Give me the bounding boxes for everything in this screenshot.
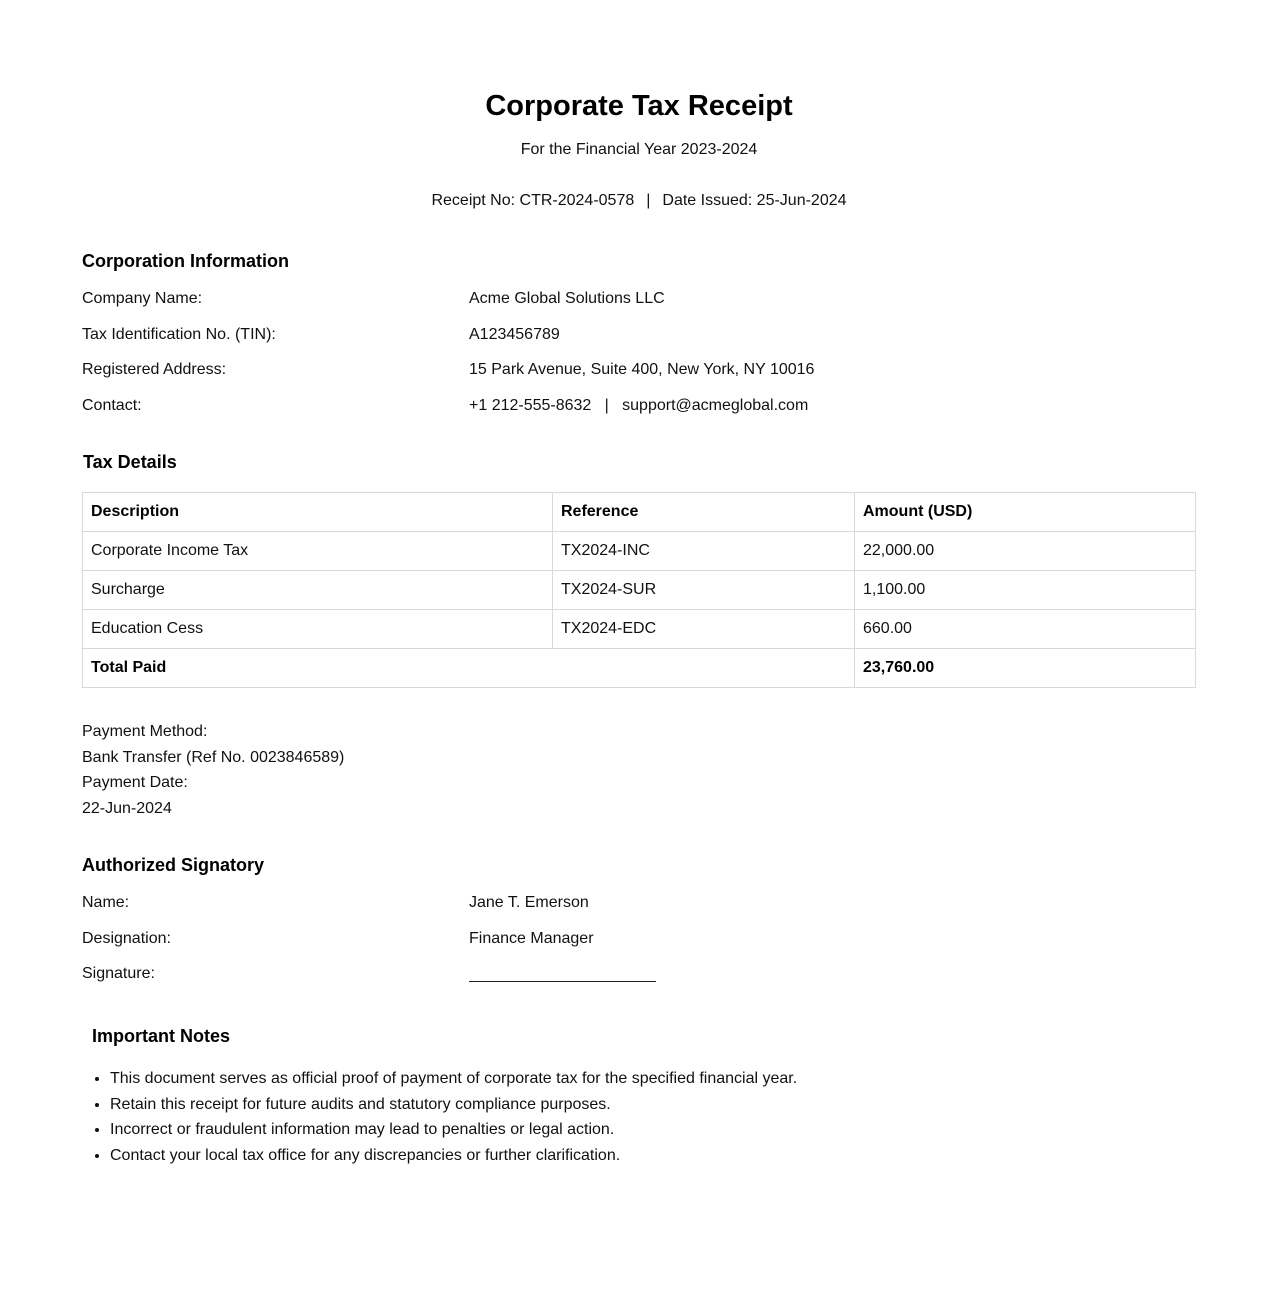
list-item: • Contact your local tax office for any discrepancies or further clarification. (110, 1143, 797, 1169)
list-item: • Retain this receipt for future audits and statutory compliance purposes. (110, 1092, 797, 1118)
tin-label: Tax Identification No. (TIN): (82, 326, 276, 343)
table-row (83, 532, 1196, 571)
table-row (83, 610, 1196, 649)
signature-label: Signature: (82, 965, 155, 982)
signatory-heading: Authorized Signatory (82, 855, 265, 875)
tin-row (82, 325, 1196, 345)
row-amount: 22,000.00 (855, 532, 1196, 571)
row-description: Corporate Income Tax (83, 532, 553, 571)
signatory-name-value: Jane T. Emerson (469, 894, 589, 911)
document-title: Corporate Tax Receipt (485, 90, 793, 122)
address-label: Registered Address: (82, 361, 227, 378)
row-description: Education Cess (83, 610, 553, 649)
tax-details-heading: Tax Details (83, 452, 177, 472)
contact-value: +1 212-555-8632 | support@acmeglobal.com (469, 397, 809, 414)
notes-list (92, 1066, 797, 1169)
total-value: 23,760.00 (855, 649, 1196, 688)
column-header-amount: Amount (USD) (855, 493, 1196, 532)
tin-value: A123456789 (469, 326, 560, 343)
row-reference: TX2024-INC (553, 532, 855, 571)
list-item: • This document serves as official proof of payment of corporate tax for the specified financial year. (110, 1066, 797, 1092)
row-amount: 1,100.00 (855, 571, 1196, 610)
address-row (82, 360, 1196, 380)
row-amount: 660.00 (855, 610, 1196, 649)
address-value: 15 Park Avenue, Suite 400, New York, NY 10016 (469, 361, 815, 378)
company-name-label: Company Name: (82, 290, 203, 307)
payment-date-label: Payment Date: (82, 774, 188, 791)
column-header-reference: Reference (553, 493, 855, 532)
row-reference: TX2024-SUR (553, 571, 855, 610)
meta-separator: | (646, 192, 651, 209)
table-row (83, 571, 1196, 610)
signatory-name-label: Name: (82, 894, 130, 911)
list-item: • Incorrect or fraudulent information may lead to penalties or legal action. (110, 1117, 797, 1143)
company-name-row (82, 289, 1196, 309)
payment-method-value: Bank Transfer (Ref No. 0023846589) (82, 749, 345, 766)
row-description: Surcharge (83, 571, 553, 610)
column-header-description: Description (83, 493, 553, 532)
tax-details-table (82, 492, 1196, 688)
designation-row (82, 929, 1196, 949)
date-issued: Date Issued: 25-Jun-2024 (662, 192, 847, 209)
total-row (83, 649, 1196, 688)
contact-row (82, 396, 1196, 416)
receipt-meta-line (82, 191, 1196, 211)
row-reference: TX2024-EDC (553, 610, 855, 649)
company-name-value: Acme Global Solutions LLC (469, 290, 665, 307)
notes-heading: Important Notes (92, 1026, 231, 1046)
table-header-row (83, 493, 1196, 532)
financial-year-subtitle: For the Financial Year 2023-2024 (520, 141, 758, 158)
designation-value: Finance Manager (469, 930, 594, 947)
payment-method-label: Payment Method: (82, 723, 208, 740)
receipt-number: Receipt No: CTR-2024-0578 (431, 192, 635, 209)
payment-date-value: 22-Jun-2024 (82, 800, 172, 817)
total-label: Total Paid (83, 649, 855, 688)
contact-label: Contact: (82, 397, 142, 414)
corporation-section-heading: Corporation Information (82, 251, 289, 271)
designation-label: Designation: (82, 930, 171, 947)
signature-line (469, 981, 656, 982)
signatory-name-row (82, 893, 1196, 913)
